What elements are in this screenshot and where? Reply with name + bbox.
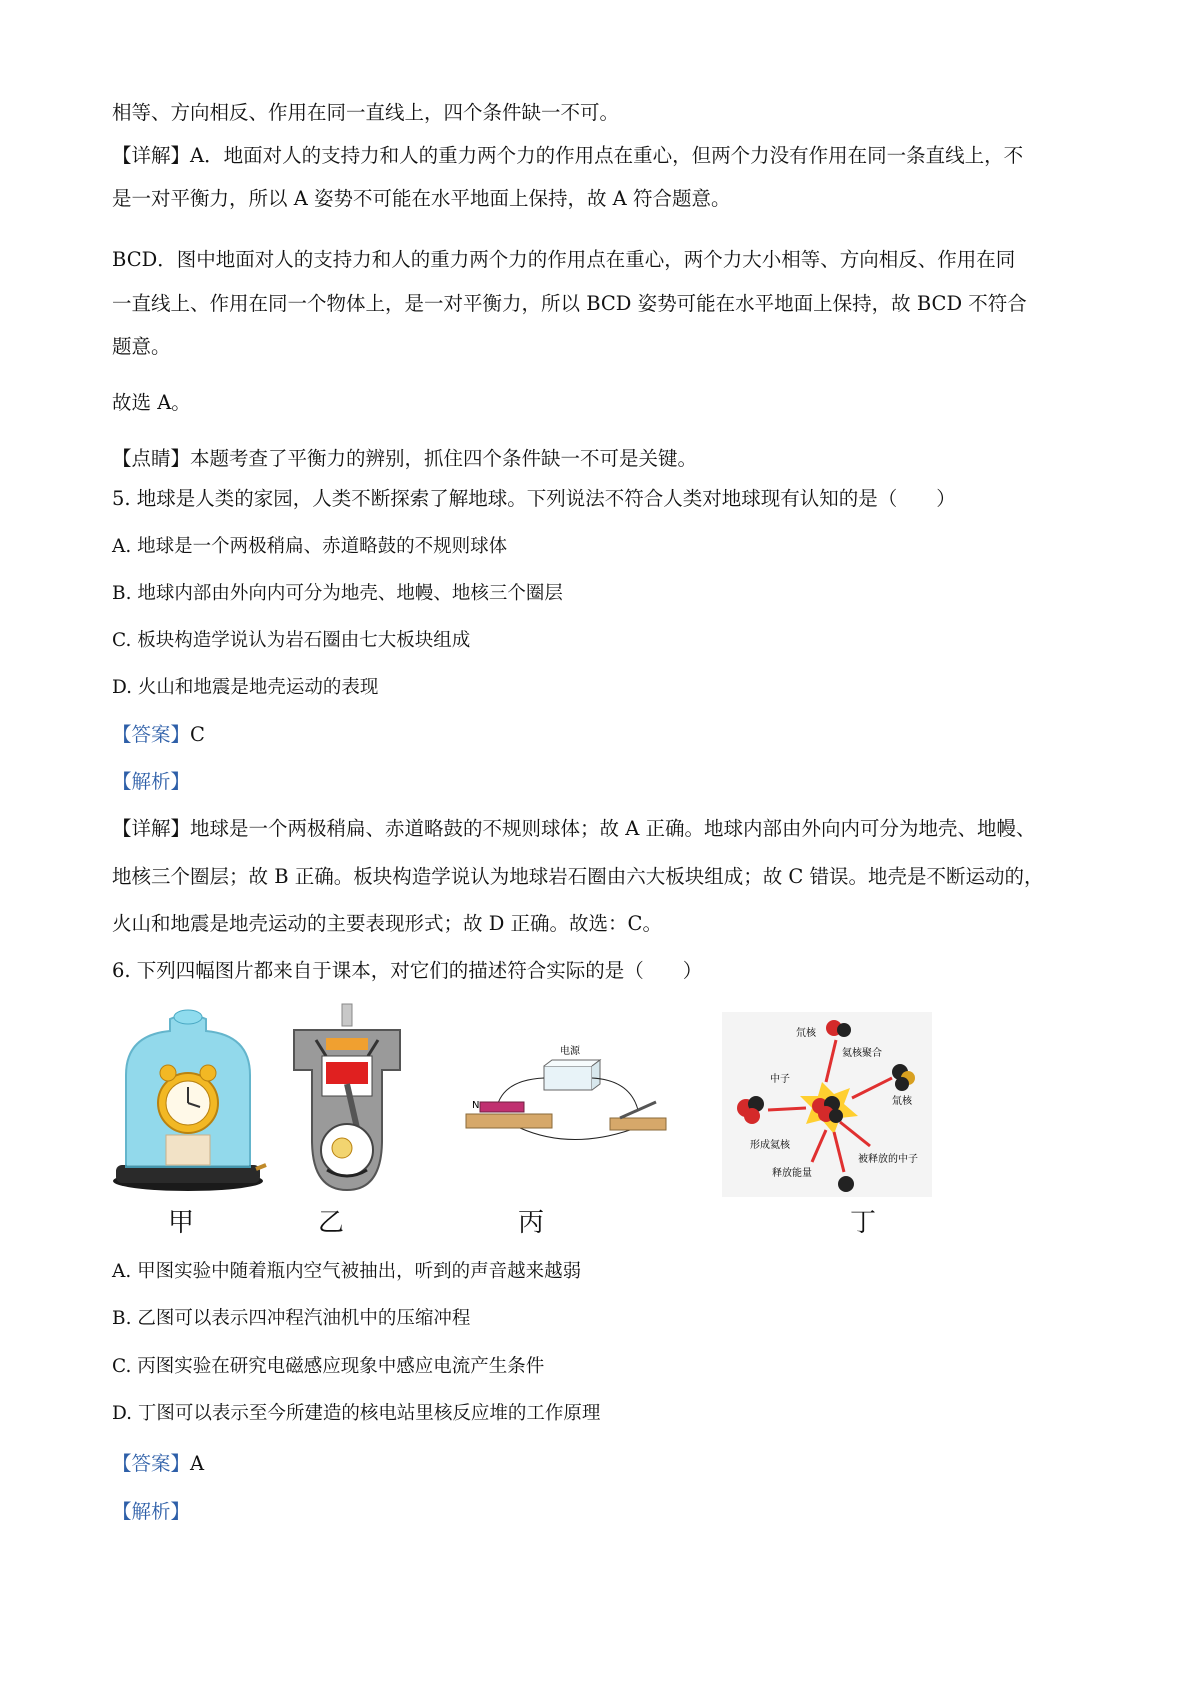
fusion-label-release-energy: 释放能量 <box>772 1168 812 1179</box>
q6-option-c: C. 丙图实验在研究电磁感应现象中感应电流产生条件 <box>112 1356 545 1377</box>
text-line: 【点睛】本题考查了平衡力的辨别，抓住四个条件缺一不可是关键。 <box>112 447 698 470</box>
text-line: 相等、方向相反、作用在同一直线上，四个条件缺一不可。 <box>112 101 620 124</box>
figure-label-jia: 甲 <box>168 1208 195 1238</box>
q5-option-c: C. 板块构造学说认为岩石圈由七大板块组成 <box>112 630 471 651</box>
fusion-label-helium-formed: 形成氦核 <box>750 1140 790 1151</box>
power-label: 电源 <box>560 1046 580 1057</box>
q6-analysis-label: 【解析】 <box>112 1500 191 1523</box>
figure-label-ding: 丁 <box>850 1208 877 1238</box>
figure-label-bing: 丙 <box>518 1208 545 1238</box>
answer-label: 【答案】 <box>112 1452 191 1475</box>
q6-answer <box>112 1450 204 1478</box>
figure-label-yi: 乙 <box>318 1208 345 1238</box>
figure-bing-circuit <box>460 1040 680 1150</box>
question-6-stem: 6. 下列四幅图片都来自于课本，对它们的描述符合实际的是（ ） <box>112 959 703 982</box>
text-line: 一直线上、作用在同一个物体上，是一对平衡力，所以 BCD 姿势可能在水平地面上保持，故 BCD 不符合 <box>112 292 1027 315</box>
q6-option-b: B. 乙图可以表示四冲程汽油机中的压缩冲程 <box>112 1308 471 1329</box>
answer-value: C <box>190 723 205 746</box>
q5-detail-line: 火山和地震是地壳运动的主要表现形式；故 D 正确。故选：C。 <box>112 912 662 935</box>
q5-answer <box>112 721 205 749</box>
text-line: 是一对平衡力，所以 A 姿势不可能在水平地面上保持，故 A 符合题意。 <box>112 187 731 210</box>
q6-option-a: A. 甲图实验中随着瓶内空气被抽出，听到的声音越来越弱 <box>112 1261 582 1282</box>
magnet-pole-label: N <box>472 1100 480 1111</box>
q5-analysis-label: 【解析】 <box>112 770 191 793</box>
q5-option-d: D. 火山和地震是地壳运动的表现 <box>112 677 379 698</box>
q5-option-a: A. 地球是一个两极稍扁、赤道略鼓的不规则球体 <box>112 536 508 557</box>
text-line: BCD．图中地面对人的支持力和人的重力两个力的作用点在重心，两个力大小相等、方向相反、作用在同 <box>112 248 1016 271</box>
question-5-stem: 5. 地球是人类的家园，人类不断探索了解地球。下列说法不符合人类对地球现有认知的是（ ） <box>112 487 956 510</box>
fusion-label-helium-fusion: 氦核聚合 <box>842 1048 882 1059</box>
figure-ding-fusion <box>722 1012 932 1197</box>
fusion-label-tritium: 氚核 <box>892 1096 912 1107</box>
answer-label: 【答案】 <box>112 723 191 746</box>
text-line: 故选 A。 <box>112 391 191 414</box>
q5-option-b: B. 地球内部由外向内可分为地壳、地幔、地核三个圈层 <box>112 583 563 604</box>
text-line: 【详解】A．地面对人的支持力和人的重力两个力的作用点在重心，但两个力没有作用在同一条直线上，不 <box>112 144 1024 167</box>
q6-option-d: D. 丁图可以表示至今所建造的核电站里核反应堆的工作原理 <box>112 1403 601 1424</box>
text-line: 题意。 <box>112 335 171 358</box>
fusion-label-neutron: 中子 <box>770 1074 790 1085</box>
q5-detail-line: 【详解】地球是一个两极稍扁、赤道略鼓的不规则球体；故 A 正确。地球内部由外向内可分为地壳、地幔、 <box>112 817 1036 840</box>
fusion-label-deuterium: 氘核 <box>796 1028 816 1039</box>
fusion-label-released-neutron: 被释放的中子 <box>858 1154 918 1165</box>
q5-detail-line: 地核三个圈层；故 B 正确。板块构造学说认为地球岩石圈由六大板块组成；故 C 错误。地壳是不断运动的， <box>112 865 1044 888</box>
answer-value: A <box>190 1452 205 1475</box>
figure-yi-engine <box>282 1000 412 1200</box>
figure-jia-bell-jar <box>108 1005 268 1195</box>
